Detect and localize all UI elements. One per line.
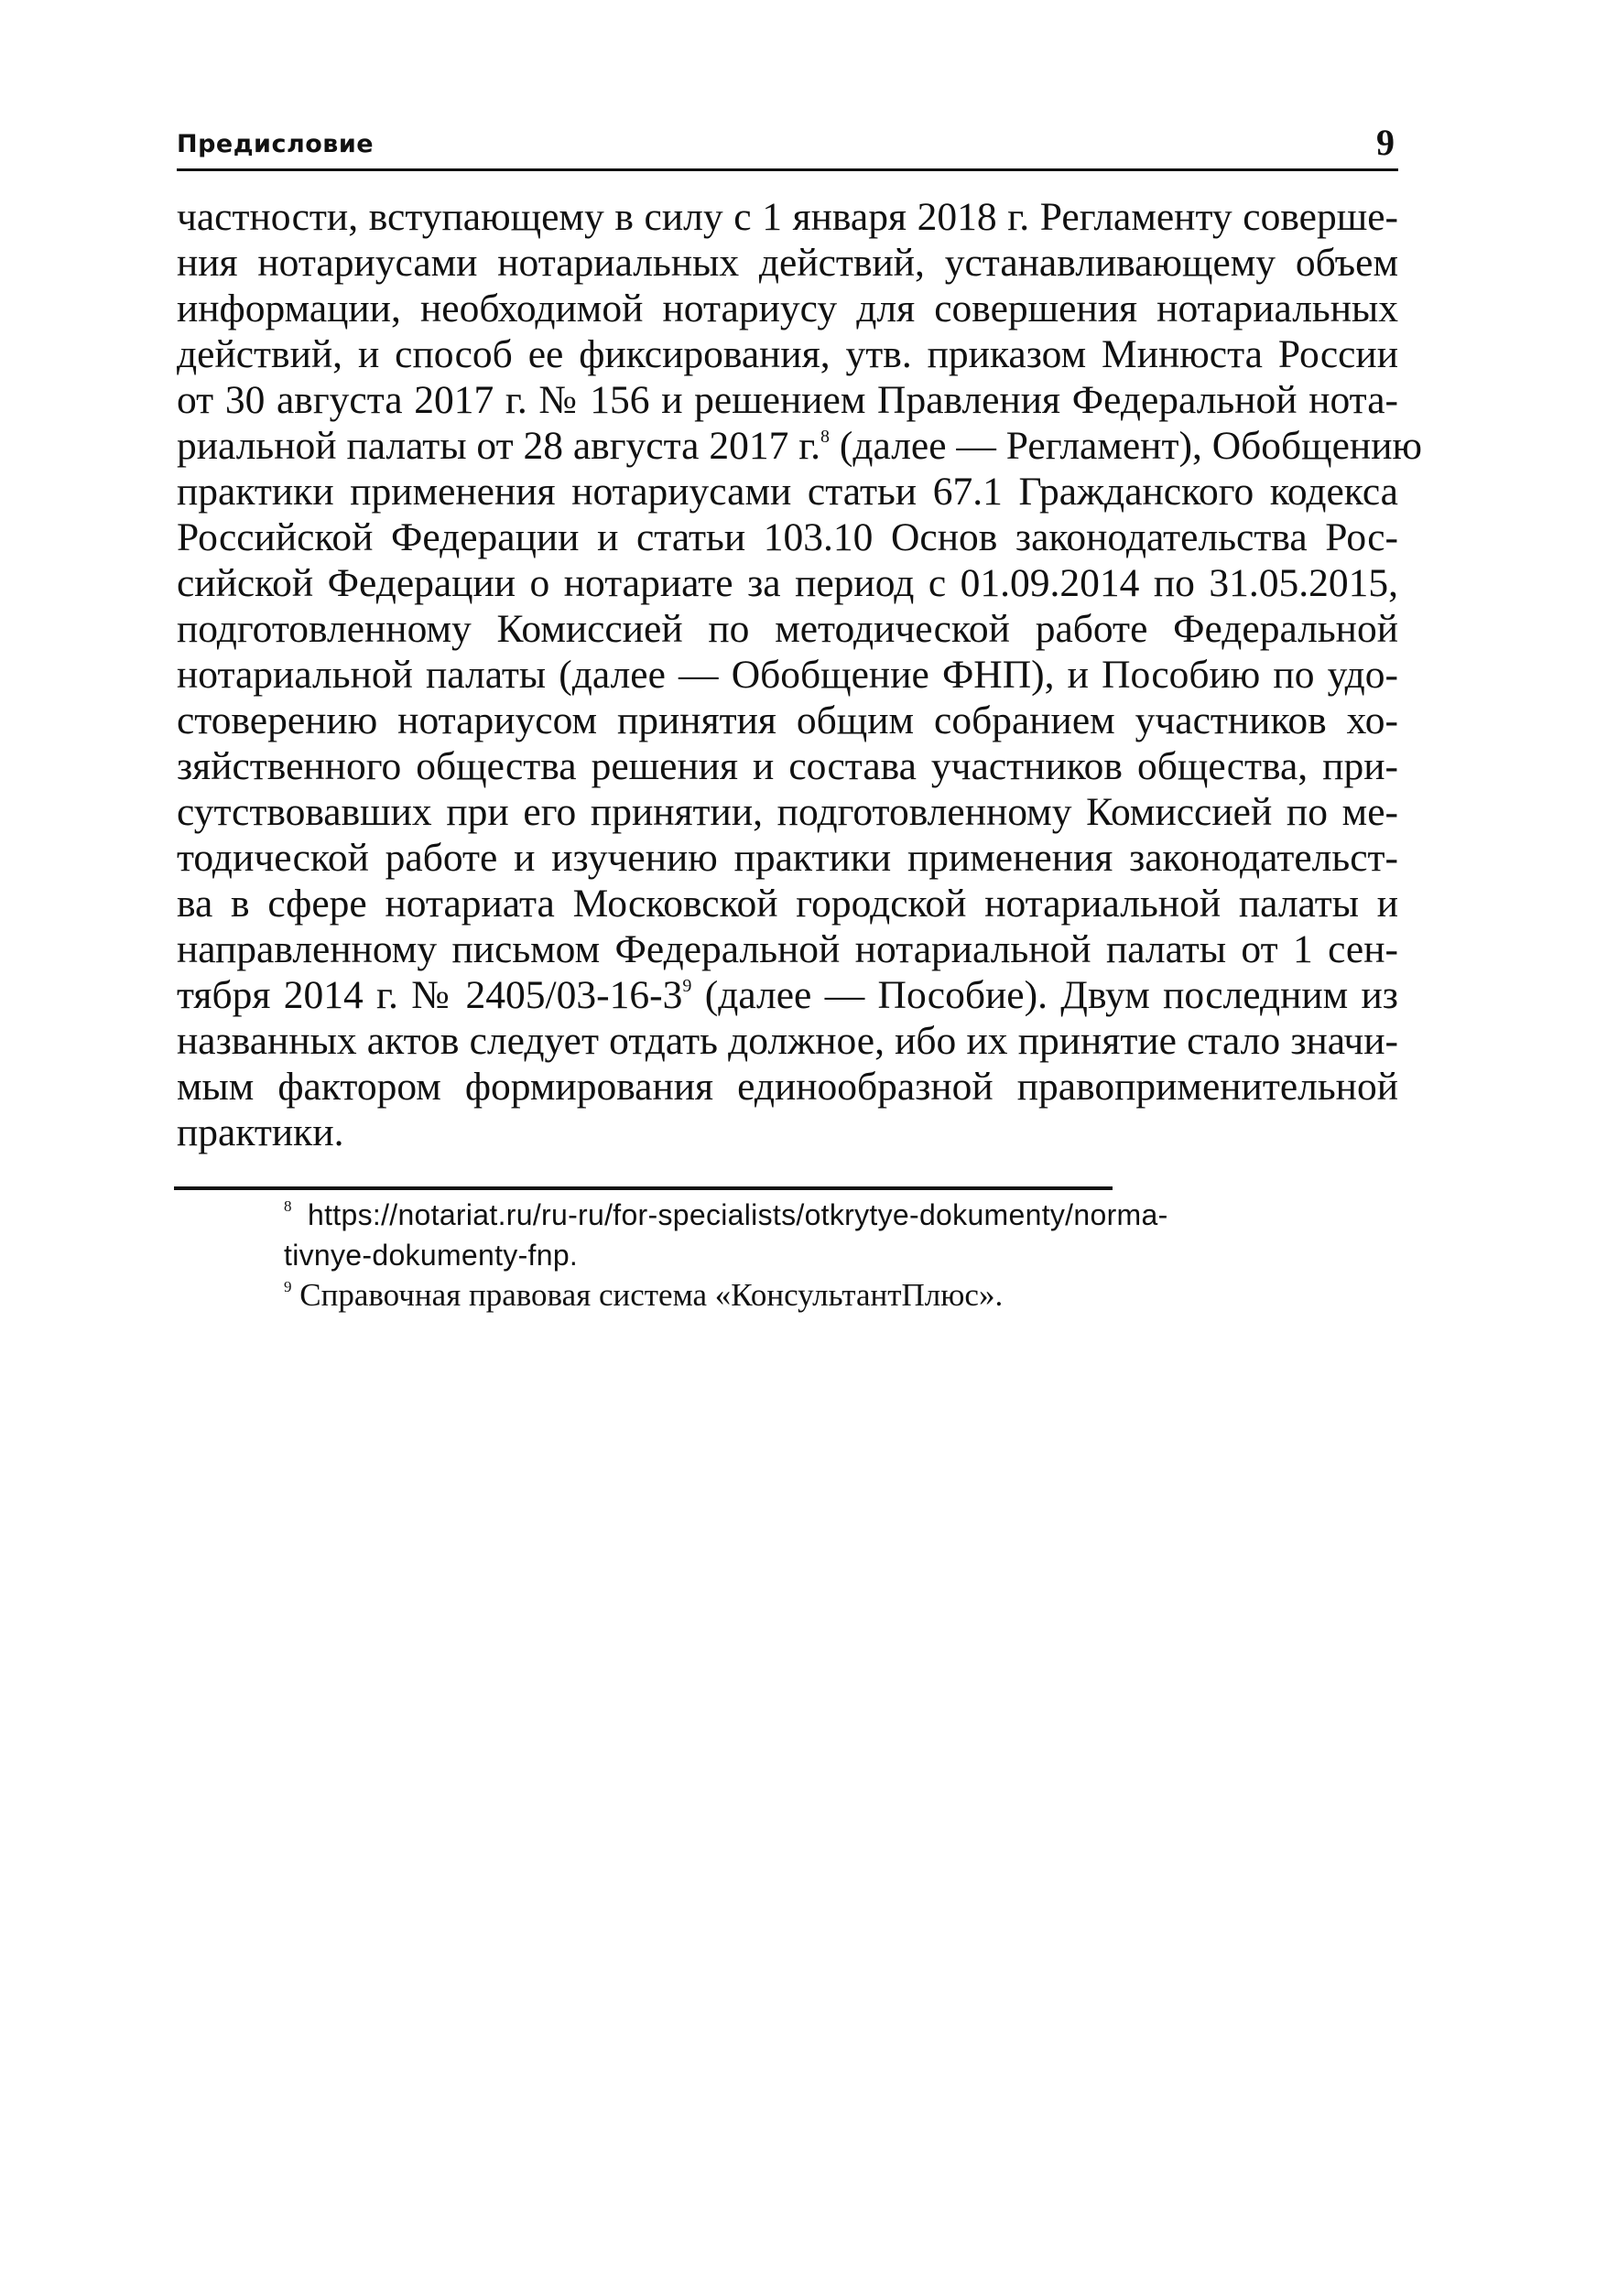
footnote-separator: [174, 1186, 1113, 1190]
footnotes: [284, 1195, 1364, 1316]
text-line: практики.: [177, 1110, 344, 1154]
text-line-with-footnote-ref: [177, 972, 1398, 1018]
text-line: частности, вступающему в силу с 1 января 2018 г. Регламенту соверше-: [177, 195, 1398, 239]
text-line: направленному письмом Федеральной нотариальной палаты от 1 сен-: [177, 927, 1398, 971]
section-title: Предисловие: [177, 130, 375, 158]
footnote-ref-9: 9: [682, 976, 692, 996]
page-number: 9: [1376, 122, 1395, 163]
text-line: от 30 августа 2017 г. № 156 и решением Правления Федеральной нота-: [177, 378, 1398, 422]
text-line: мым фактором формирования единообразной правоприменительной: [177, 1065, 1398, 1109]
text-segment: (далее — Пособие). Двум последним из: [691, 973, 1398, 1017]
text-line: стоверению нотариусом принятия общим собранием участников хо-: [177, 699, 1398, 742]
footnote-link[interactable]: https://notariat.ru/ru-ru/for-specialists/otkrytye-dokumenty/norma-: [308, 1198, 1168, 1231]
footnote-8: [284, 1195, 1364, 1235]
text-line: практики применения нотариусами статьи 67.1 Гражданского кодекса: [177, 470, 1398, 514]
footnote-ref-8: 8: [820, 427, 831, 447]
text-segment: риальной палаты от 28 августа 2017 г.: [177, 424, 821, 468]
body-paragraph: [177, 194, 1422, 1155]
text-line: названных актов следует отдать должное, ибо их принятие стало значи-: [177, 1019, 1398, 1063]
text-line: сутствовавших при его принятии, подготовленному Комиссией по ме-: [177, 790, 1398, 834]
text-segment: тября 2014 г. № 2405/03-16-3: [177, 973, 683, 1017]
footnote-link-continuation[interactable]: tivnye-dokumenty-fnp.: [284, 1239, 579, 1272]
footnote-9: [284, 1275, 1364, 1316]
text-line: сийской Федерации о нотариате за период с 01.09.2014 по 31.05.2015,: [177, 561, 1398, 605]
text-line: зяйственного общества решения и состава участников общества, при-: [177, 744, 1398, 788]
text-line: Российской Федерации и статьи 103.10 Основ законодательства Рос-: [177, 515, 1398, 559]
footnote-text: Справочная правовая система «КонсультантПлюс».: [299, 1277, 1004, 1313]
footnote-number: 8: [284, 1197, 292, 1215]
footnote-number: 9: [284, 1278, 292, 1295]
text-line: нотариальной палаты (далее — Обобщение ФНП), и Пособию по удо-: [177, 653, 1398, 697]
text-line: информации, необходимой нотариусу для совершения нотариальных: [177, 287, 1398, 330]
text-line-with-footnote-ref: [177, 423, 1422, 469]
running-header: [177, 121, 1398, 171]
text-segment: (далее — Регламент), Обобщению: [830, 424, 1422, 468]
text-line: ва в сфере нотариата Московской городской нотариальной палаты и: [177, 882, 1398, 926]
text-line: подготовленному Комиссией по методической работе Федеральной: [177, 607, 1398, 651]
text-line: действий, и способ ее фиксирования, утв. приказом Минюста России: [177, 332, 1398, 376]
footnote-8-continuation: [284, 1235, 1364, 1275]
text-line: тодической работе и изучению практики применения законодательст-: [177, 836, 1398, 880]
text-line: ния нотариусами нотариальных действий, устанавливающему объем: [177, 241, 1398, 285]
